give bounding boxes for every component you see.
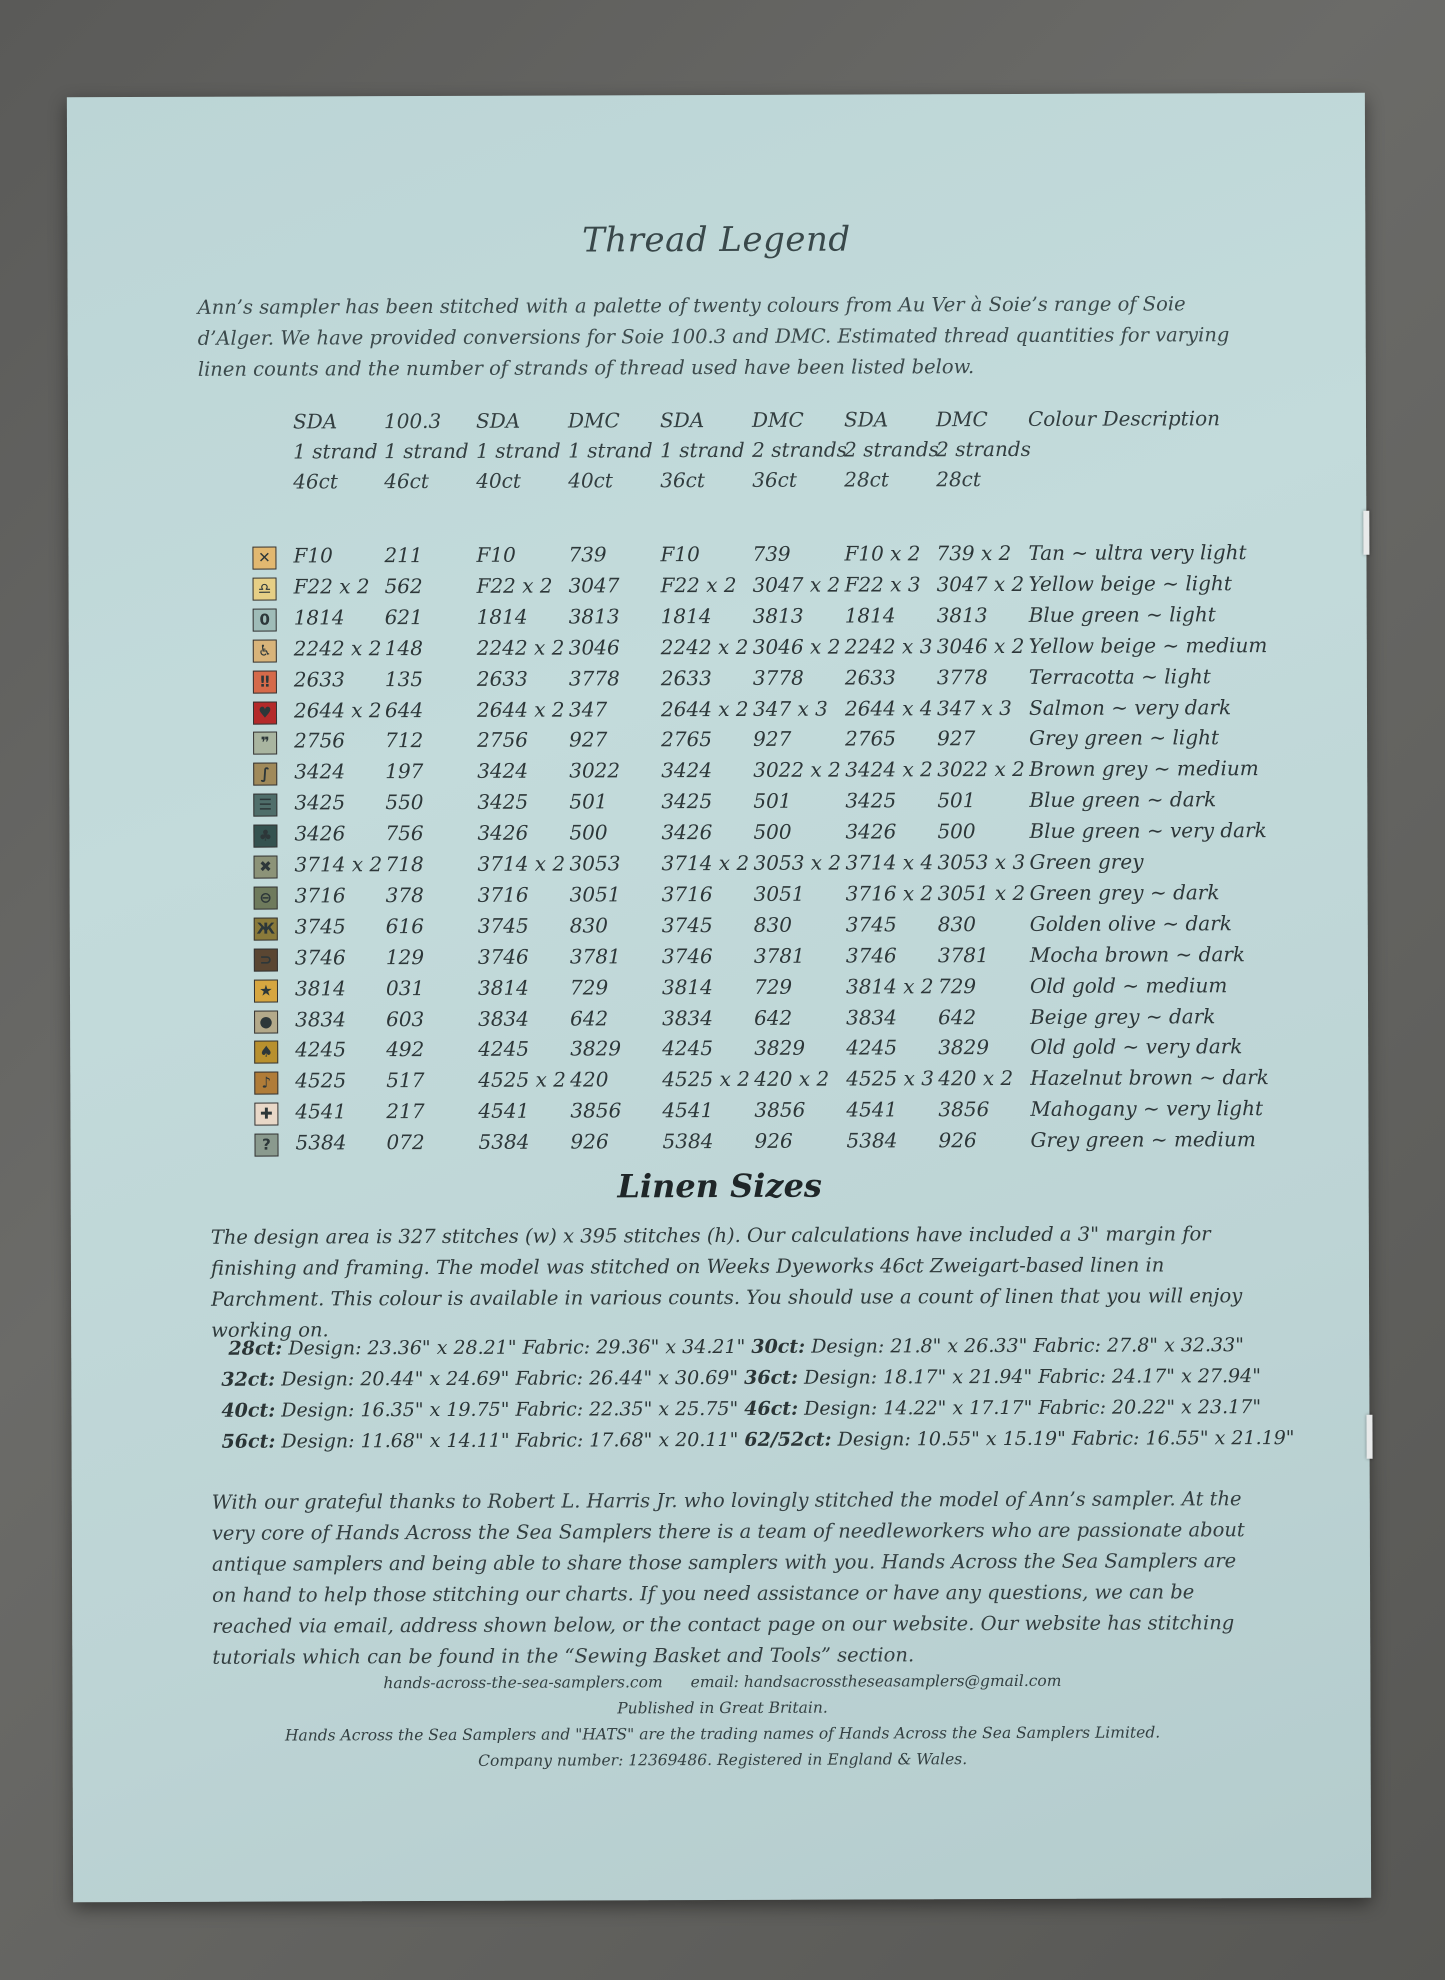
- linen-text: The design area is 327 stitches (w) x 395 stitches (h). Our calculations have included a 3" margin for finishing and framing. The model was stitched on Weeks Dyeworks 46ct Zweigart-based linen in Parchment. This colour is available in various counts. You should use a count of linen that you will enjoy working on.: [210, 1222, 1243, 1342]
- thread-symbol-icon: ☰: [253, 794, 277, 817]
- thread-code-cell: 3424: [661, 758, 713, 783]
- colour-description-cell: Blue green ~ dark: [1029, 787, 1217, 813]
- thread-symbol-icon: ♥: [253, 701, 277, 724]
- thread-code-cell: 3714 x 2: [294, 852, 383, 877]
- linen-dimensions: Design: 16.35" x 19.75" Fabric: 22.35" x 25.75": [275, 1397, 745, 1422]
- thread-code-cell: 2242 x 2: [660, 634, 749, 659]
- thread-code-cell: 729: [569, 974, 609, 1000]
- thread-code-cell: 2756: [294, 728, 346, 753]
- thread-code-cell: 3745: [845, 912, 897, 937]
- thread-code-cell: 4541: [478, 1098, 530, 1124]
- legend-row: [69, 694, 1367, 730]
- thread-code-cell: 3047: [568, 573, 620, 598]
- thread-code-cell: 3856: [570, 1098, 622, 1123]
- thread-code-cell: 420: [570, 1067, 609, 1092]
- thread-code-cell: 642: [938, 1004, 977, 1029]
- thread-code-cell: 3047 x 2: [752, 572, 841, 597]
- thread-code-cell: 712: [385, 728, 424, 753]
- thread-symbol-icon: ♎: [253, 577, 277, 600]
- thread-code-cell: 2242 x 2: [293, 635, 382, 661]
- thread-code-cell: 3781: [937, 942, 989, 967]
- colour-description-cell: Grey green ~ light: [1029, 725, 1220, 751]
- thread-code-cell: 729: [753, 974, 793, 999]
- thread-code-cell: 3047 x 2: [936, 571, 1025, 597]
- column-header: [844, 404, 939, 494]
- thread-code-cell: F10 x 2: [844, 541, 921, 566]
- colour-description-cell: Mahogany ~ very light: [1030, 1096, 1264, 1122]
- thread-code-cell: 500: [937, 819, 976, 844]
- legend-row: [70, 1127, 1368, 1163]
- thread-code-cell: 135: [384, 666, 424, 691]
- linen-size-list: [221, 1330, 1295, 1458]
- colour-description-cell: Mocha brown ~ dark: [1029, 941, 1246, 967]
- thread-code-cell: 3745: [294, 914, 346, 939]
- thread-code-cell: 3425: [477, 789, 529, 815]
- thread-symbol-icon: ‼: [253, 670, 277, 693]
- intro-paragraph: [198, 288, 1258, 385]
- thread-symbol-icon: ✚: [254, 1103, 278, 1126]
- thread-code-cell: 378: [385, 882, 424, 908]
- thread-code-cell: 4541: [846, 1097, 898, 1122]
- legend-row: [69, 756, 1367, 792]
- thread-code-cell: 072: [386, 1130, 425, 1155]
- column-header-strands: 1 strand: [660, 437, 745, 463]
- thread-code-cell: 3829: [754, 1036, 806, 1061]
- thread-code-cell: 3834: [295, 1006, 347, 1031]
- thread-code-cell: 3829: [938, 1035, 990, 1060]
- thread-code-cell: 621: [384, 604, 423, 629]
- linen-size-line: [221, 1392, 1262, 1427]
- legend-row: [70, 880, 1368, 916]
- thread-symbol-icon: ★: [254, 979, 278, 1002]
- thread-code-cell: 3856: [754, 1097, 806, 1123]
- legend-row: [70, 941, 1368, 977]
- staple: [1363, 511, 1369, 555]
- linen-dimensions: Design: 11.68" x 14.11" Fabric: 17.68" x 20.11": [275, 1428, 745, 1453]
- colour-description-cell: Blue green ~ light: [1028, 602, 1216, 627]
- thread-code-cell: 4541: [295, 1099, 347, 1124]
- thread-symbol-icon: ⊃: [254, 948, 278, 971]
- thread-code-cell: 197: [385, 759, 424, 784]
- thread-code-cell: 3746: [661, 943, 713, 968]
- thread-code-cell: 501: [937, 788, 976, 813]
- column-header-count: [1028, 463, 1220, 494]
- column-header-name: DMC: [567, 408, 620, 433]
- thread-code-cell: 3022 x 2: [753, 757, 841, 783]
- thread-symbol-icon: ✖: [254, 856, 278, 879]
- thread-code-cell: 3714 x 2: [477, 851, 566, 876]
- column-header-count: 46ct: [293, 469, 338, 494]
- thread-code-cell: 3814: [661, 974, 713, 999]
- contact-line: [172, 1667, 1272, 1697]
- column-header-count: 28ct: [936, 467, 981, 492]
- thread-code-cell: 830: [753, 912, 792, 937]
- column-header-count: 40ct: [476, 468, 521, 493]
- thread-code-cell: 642: [570, 1005, 609, 1031]
- thread-code-cell: 2242 x 3: [844, 633, 933, 659]
- linen-dimensions: Design: 23.36" x 28.21" Fabric: 29.36" x 34.21": [282, 1335, 752, 1360]
- thread-code-cell: 3046 x 2: [752, 634, 841, 659]
- thread-code-cell: 2633: [660, 665, 712, 690]
- thread-code-cell: 3714 x 2: [661, 850, 750, 876]
- thread-code-cell: 3778: [752, 665, 804, 690]
- column-header-name: 100.3: [383, 408, 442, 434]
- thread-code-cell: 739: [752, 541, 791, 566]
- colour-description-cell: Grey green ~ medium: [1030, 1127, 1256, 1153]
- legend-row: [69, 571, 1367, 607]
- thread-code-cell: 3425: [294, 790, 346, 815]
- linen-dimensions: Design: 18.17" x 21.94" Fabric: 24.17" x 27.94": [797, 1365, 1261, 1389]
- thread-code-cell: 2242 x 2: [476, 635, 565, 660]
- thread-code-cell: F10: [476, 542, 516, 567]
- thread-code-cell: 3778: [568, 665, 620, 691]
- colour-description-cell: Blue green ~ very dark: [1029, 818, 1267, 844]
- thread-symbol-icon: ∫: [253, 763, 277, 786]
- column-header: [384, 406, 469, 496]
- column-header-strands: 2 strands: [844, 437, 939, 462]
- thread-code-cell: 3053 x 3: [937, 849, 1026, 875]
- linen-size-line: [221, 1361, 1261, 1396]
- thread-code-cell: 347 x 3: [752, 696, 828, 721]
- thread-code-cell: 3425: [661, 789, 713, 814]
- column-header-count: 36ct: [660, 468, 705, 493]
- colour-description-cell: Old gold ~ very dark: [1030, 1034, 1243, 1060]
- thread-symbol-icon: ?: [254, 1134, 278, 1157]
- thread-code-cell: 2765: [845, 726, 897, 751]
- thread-symbol-icon: ✕: [252, 547, 276, 570]
- linen-sizes-heading: Linen Sizes: [617, 1166, 822, 1206]
- thread-code-cell: 2644 x 2: [293, 697, 382, 722]
- colour-description-cell: Beige grey ~ dark: [1030, 1003, 1216, 1029]
- thread-code-cell: 420 x 2: [938, 1066, 1014, 1091]
- thread-code-cell: 211: [384, 543, 423, 568]
- thread-code-cell: 830: [569, 913, 608, 938]
- thread-count-label: 46ct:: [744, 1397, 799, 1420]
- column-header-strands: 1 strand: [293, 439, 378, 464]
- thread-code-cell: 3813: [752, 603, 804, 628]
- legend-row: [70, 1065, 1368, 1101]
- thread-code-cell: F22 x 3: [844, 572, 921, 597]
- linen-size-line: [221, 1330, 1251, 1365]
- thread-code-cell: F10: [660, 542, 700, 567]
- legend-row: [69, 632, 1367, 668]
- thread-code-cell: 927: [753, 727, 792, 752]
- thread-code-cell: 926: [938, 1128, 977, 1153]
- thread-code-cell: 3813: [568, 604, 620, 629]
- colour-description-cell: Tan ~ ultra very light: [1028, 540, 1247, 565]
- column-header: [752, 405, 847, 495]
- thread-code-cell: 3426: [477, 820, 529, 845]
- thread-code-cell: 927: [569, 727, 608, 752]
- thread-code-cell: 2633: [844, 664, 896, 690]
- linen-dimensions: Design: 21.8" x 26.33" Fabric: 27.8" x 32.33": [805, 1334, 1244, 1358]
- thread-code-cell: 729: [937, 973, 977, 998]
- thread-code-cell: 3426: [294, 821, 346, 846]
- colour-description-cell: Hazelnut brown ~ dark: [1030, 1065, 1269, 1091]
- thread-code-cell: 3781: [569, 944, 621, 969]
- thread-code-cell: 830: [937, 911, 976, 937]
- colour-description-cell: Yellow beige ~ medium: [1028, 632, 1268, 658]
- column-header: [660, 405, 745, 495]
- thread-code-cell: 3814: [294, 975, 346, 1001]
- thread-code-cell: 3046: [568, 635, 620, 660]
- thread-code-cell: 2644 x 2: [660, 696, 749, 721]
- thread-code-cell: 3426: [661, 820, 713, 845]
- staple: [1366, 1415, 1372, 1459]
- company-number-line: Company number: 12369486. Registered in England & Wales.: [478, 1750, 968, 1770]
- thread-code-cell: 2765: [661, 727, 713, 752]
- thread-code-cell: 031: [385, 975, 425, 1000]
- thread-code-cell: 3746: [477, 944, 529, 969]
- linen-dimensions: Design: 14.22" x 17.17" Fabric: 20.22" x 23.17": [798, 1396, 1262, 1420]
- thread-code-cell: 1814: [660, 603, 712, 628]
- thread-code-cell: 3424: [477, 758, 529, 784]
- thread-code-cell: 4245: [478, 1037, 530, 1062]
- thread-code-cell: 492: [386, 1037, 425, 1062]
- thread-code-cell: 1814: [293, 605, 345, 630]
- column-header-name: DMC: [751, 407, 804, 432]
- thread-code-cell: 347: [568, 696, 608, 722]
- thread-code-cell: 2633: [476, 666, 528, 691]
- thanks-paragraph: [212, 1483, 1263, 1673]
- colour-description-cell: Green grey: [1029, 849, 1144, 874]
- legend-row: [69, 818, 1367, 854]
- thread-count-label: 32ct:: [221, 1368, 276, 1391]
- thread-code-cell: 5384: [478, 1129, 530, 1154]
- thread-code-cell: 3053: [569, 851, 621, 876]
- thread-code-cell: 1814: [844, 603, 896, 628]
- thread-code-cell: 4525: [295, 1068, 347, 1093]
- thread-code-cell: 2633: [293, 666, 345, 692]
- website-link[interactable]: hands-across-the-sea-samplers.com: [383, 1673, 663, 1693]
- thread-symbol-icon: ♠: [254, 1041, 278, 1064]
- thread-code-cell: 3053 x 2: [753, 850, 842, 875]
- thread-code-cell: 2644 x 2: [476, 697, 565, 722]
- colour-description-cell: Golden olive ~ dark: [1029, 911, 1232, 936]
- column-header-strands: 1 strand: [476, 438, 561, 463]
- column-header-name: SDA: [659, 408, 705, 433]
- published-line: Published in Great Britain.: [617, 1698, 828, 1718]
- legend-row: [70, 1003, 1368, 1039]
- thread-code-cell: 3834: [478, 1006, 530, 1031]
- thread-code-cell: 603: [386, 1006, 425, 1031]
- thread-code-cell: F22 x 2: [476, 573, 553, 598]
- thread-code-cell: F22 x 2: [293, 574, 370, 599]
- column-header-count: 40ct: [568, 468, 613, 493]
- colour-description-cell: Green grey ~ dark: [1029, 880, 1220, 905]
- thread-code-cell: 5384: [295, 1130, 347, 1155]
- thread-code-cell: 4245: [846, 1035, 898, 1060]
- thread-code-cell: 3745: [661, 912, 713, 937]
- trading-names-line: Hands Across the Sea Samplers and "HATS" are the trading names of Hands Across the Sea Samplers Limited.: [284, 1723, 1161, 1745]
- linen-description: [211, 1218, 1261, 1346]
- thread-code-cell: 3813: [936, 602, 988, 628]
- legend-row: [70, 1034, 1368, 1070]
- thread-code-cell: 217: [386, 1099, 425, 1124]
- thread-code-cell: 3746: [294, 944, 346, 970]
- thread-code-cell: F22 x 2: [660, 572, 737, 598]
- column-header-name: DMC: [935, 407, 988, 432]
- thread-code-cell: 616: [385, 913, 424, 938]
- thread-code-cell: 5384: [846, 1128, 898, 1153]
- intro-text: Ann’s sampler has been stitched with a palette of twenty colours from Au Ver à Soie’s range of Soie d’Alger. We have provided conversions for Soie 100.3 and DMC. Estimated thread quantities for varying linen counts and the number of strands of thread used have been listed below.: [197, 292, 1230, 381]
- thread-code-cell: 3834: [846, 1004, 898, 1030]
- thread-code-cell: 3716 x 2: [845, 881, 934, 906]
- thread-count-label: 40ct:: [221, 1399, 276, 1422]
- column-header-name: SDA: [843, 407, 889, 432]
- legend-row: [70, 911, 1368, 947]
- thread-code-cell: 1814: [476, 604, 528, 629]
- thread-code-cell: 3046 x 2: [936, 633, 1025, 658]
- thread-code-cell: 4245: [662, 1036, 714, 1061]
- thread-code-cell: 4525 x 2: [478, 1067, 566, 1093]
- thread-symbol-icon: ♣: [253, 825, 277, 848]
- thread-symbol-icon: 0: [253, 608, 277, 631]
- colour-description-cell: Salmon ~ very dark: [1028, 694, 1232, 720]
- thread-code-cell: 501: [569, 789, 608, 814]
- column-header: [568, 405, 653, 495]
- thread-code-cell: 756: [385, 821, 424, 846]
- thread-code-cell: 5384: [662, 1129, 714, 1154]
- legend-row: [70, 1096, 1368, 1132]
- legend-row: [68, 540, 1366, 576]
- thread-code-cell: 129: [385, 944, 425, 969]
- thread-code-cell: 3051: [753, 881, 805, 906]
- legend-row: [69, 849, 1367, 885]
- thread-code-cell: 550: [385, 790, 424, 815]
- thread-code-cell: 927: [937, 726, 976, 751]
- thread-code-cell: 4525 x 3: [846, 1066, 934, 1091]
- thread-code-cell: 739: [568, 542, 607, 567]
- thread-symbol-icon: ♪: [254, 1072, 278, 1095]
- thread-code-cell: 3426: [845, 819, 897, 844]
- thread-symbol-icon: ⊖: [254, 886, 278, 909]
- legend-row: [69, 725, 1367, 761]
- column-header: [936, 404, 1031, 494]
- thread-code-cell: 3829: [570, 1036, 622, 1061]
- thread-code-cell: 500: [569, 820, 608, 845]
- thread-code-cell: 4245: [295, 1037, 347, 1062]
- thread-code-cell: 3716: [661, 881, 713, 907]
- thread-count-label: 56ct:: [221, 1430, 276, 1453]
- thread-symbol-icon: ●: [254, 1010, 278, 1033]
- column-header: [476, 406, 561, 496]
- publisher-footer: [172, 1667, 1272, 1775]
- thread-code-cell: 347 x 3: [936, 695, 1012, 720]
- colour-description-cell: Yellow beige ~ light: [1028, 571, 1232, 596]
- thread-code-cell: 718: [385, 852, 424, 877]
- thread-code-cell: 3424 x 2: [845, 757, 933, 782]
- thread-symbol-icon: ❞: [253, 732, 277, 755]
- thread-code-cell: 4525 x 2: [662, 1067, 750, 1092]
- column-header-strands: 2 strands: [936, 436, 1031, 462]
- column-header-name: Colour Description: [1027, 406, 1221, 431]
- thread-code-cell: 500: [753, 819, 792, 844]
- column-header-count: 46ct: [384, 469, 429, 494]
- column-header: [1028, 403, 1220, 494]
- column-header-strands: 1 strand: [568, 438, 653, 463]
- thread-code-cell: 2756: [477, 728, 529, 753]
- thread-code-cell: 4541: [662, 1098, 714, 1123]
- thread-code-cell: 3834: [662, 1005, 714, 1030]
- linen-dimensions: Design: 20.44" x 24.69" Fabric: 26.44" x 30.69": [275, 1366, 745, 1391]
- thread-code-cell: 148: [384, 635, 424, 660]
- column-header-strands: 1 strand: [384, 438, 469, 464]
- thread-code-cell: 3778: [936, 664, 988, 689]
- thread-legend-table: [68, 540, 1366, 1155]
- thread-code-cell: 3716: [477, 882, 529, 907]
- legend-row: [69, 663, 1367, 699]
- thread-code-cell: 2644 x 4: [844, 695, 933, 721]
- thread-code-cell: 517: [386, 1068, 425, 1093]
- thread-code-cell: 562: [384, 573, 423, 599]
- legend-row: [69, 602, 1367, 638]
- thread-code-cell: 3425: [845, 788, 897, 813]
- column-header-name: SDA: [475, 408, 521, 433]
- thread-code-cell: 3022: [569, 758, 621, 783]
- booklet-page: [67, 93, 1371, 1903]
- thread-symbol-icon: Ж: [254, 917, 278, 940]
- thread-code-cell: 3051 x 2: [937, 880, 1026, 906]
- thread-code-cell: 3781: [753, 943, 805, 968]
- thread-code-cell: 642: [754, 1005, 793, 1030]
- legend-row: [69, 787, 1367, 823]
- colour-description-cell: Old gold ~ medium: [1029, 972, 1228, 998]
- thanks-text: With our grateful thanks to Robert L. Harris Jr. who lovingly stitched the model of Ann’s sampler. At the very core of Hands Across the Sea Samplers there is a team of needleworkers who are passionate about antique samplers and being able to share those samplers with you. Hands Across the Sea Samplers are on hand to help those stitching our charts. If you need assistance or have any questions, we can be reached via email, address shown below, or the contact page on our website. Our website has stitching tutorials which can be found in the “Sewing Basket and Tools” section.: [211, 1487, 1245, 1669]
- page-title: Thread Legend: [582, 219, 851, 261]
- thread-code-cell: 501: [753, 788, 792, 814]
- thread-code-cell: 3716: [294, 883, 346, 908]
- thread-code-cell: 926: [570, 1129, 609, 1154]
- thread-code-cell: 420 x 2: [754, 1066, 830, 1092]
- thread-code-cell: 644: [384, 697, 424, 722]
- thread-code-cell: 3856: [938, 1097, 990, 1122]
- thread-code-cell: 3424: [294, 759, 346, 784]
- thread-code-cell: 3714 x 4: [845, 850, 934, 875]
- thread-code-cell: 3022 x 2: [937, 757, 1025, 782]
- thread-count-label: 62/52ct:: [744, 1428, 832, 1451]
- thread-count-label: 30ct:: [751, 1335, 806, 1358]
- column-header-name: SDA: [292, 409, 338, 434]
- thread-count-label: 28ct:: [228, 1337, 283, 1360]
- thread-code-cell: 3814: [477, 975, 529, 1000]
- column-header: [293, 406, 378, 496]
- thread-code-cell: 3814 x 2: [845, 973, 934, 999]
- column-header-count: 36ct: [752, 467, 797, 492]
- thread-count-label: 36ct:: [744, 1366, 799, 1389]
- thread-code-cell: 3051: [569, 882, 621, 907]
- thread-code-cell: F10: [293, 543, 333, 568]
- linen-size-line: [221, 1423, 1295, 1458]
- colour-description-cell: Terracotta ~ light: [1028, 663, 1211, 689]
- column-header-strands: 2 strands: [752, 437, 847, 462]
- legend-row: [70, 972, 1368, 1008]
- thread-code-cell: 926: [754, 1128, 793, 1153]
- email-link[interactable]: email: handsacrosstheseasamplers@gmail.com: [690, 1671, 1062, 1692]
- column-header-count: 28ct: [844, 467, 889, 492]
- thread-code-cell: 3745: [477, 913, 529, 938]
- linen-dimensions: Design: 10.55" x 15.19" Fabric: 16.55" x 21.19": [831, 1426, 1295, 1451]
- thread-symbol-icon: ♿: [253, 639, 277, 662]
- colour-description-cell: Brown grey ~ medium: [1029, 756, 1259, 782]
- thread-code-cell: 739 x 2: [936, 540, 1012, 566]
- thread-code-cell: 3746: [845, 943, 897, 968]
- column-header-strands: [1028, 433, 1220, 464]
